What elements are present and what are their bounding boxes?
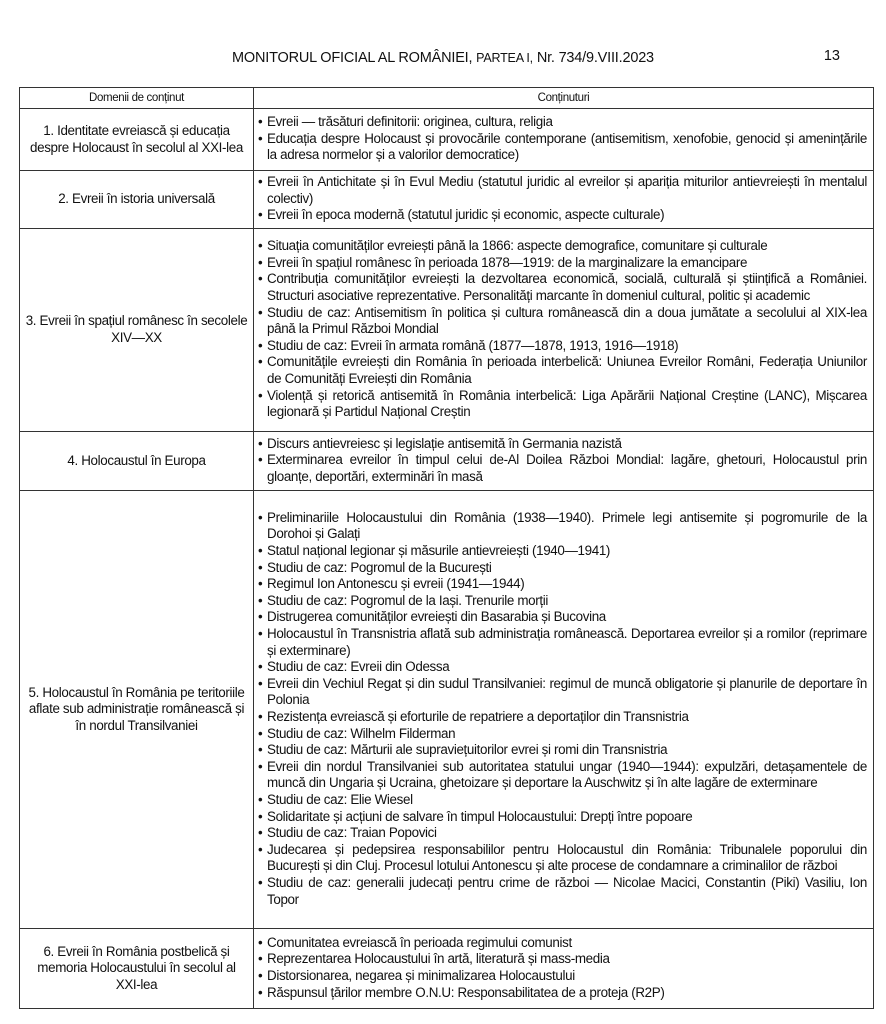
content-domain: 1. Identitate evreiască și educația despre Holocaust în secolul al XXI-lea	[20, 109, 254, 171]
list-item: • Studiu de caz: Pogromul de la București	[258, 560, 867, 577]
content-domain: 5. Holocaustul în România pe teritoriile aflate sub administrație românească și în nordul Transilvaniei	[20, 491, 254, 929]
list-item: • Comunitatea evreiască în perioada regimului comunist	[258, 935, 867, 952]
list-item: • Studiu de caz: generalii judecați pentru crime de război — Nicolae Macici, Constantin (Piki) Vasiliu, Ion Topor	[258, 875, 867, 908]
list-item: • Exterminarea evreilor în timpul celui de-Al Doilea Război Mondial: lagăre, ghetouri, Holocaustul prin gloanțe, deportări, exterminări în masă	[258, 452, 867, 485]
list-item: • Distrugerea comunităților evreiești din Basarabia și Bucovina	[258, 609, 867, 626]
table-row	[20, 432, 874, 491]
page-number: 13	[823, 48, 840, 64]
list-item: • Contribuția comunităților evreiești la dezvoltarea economică, socială, culturală și științifică a României. Structuri asociative reprezentative. Personalități marcante în domeniul cultural, politic și academic	[258, 271, 867, 304]
content-list-cell	[254, 432, 874, 491]
table-row	[20, 229, 874, 432]
publication-issue: Nr. 734/9.VIII.2023	[536, 50, 654, 66]
list-item: • Răspunsul țărilor membre O.N.U: Responsabilitatea de a proteja (R2P)	[258, 985, 867, 1002]
list-item: • Studiu de caz: Evreii în armata română (1877—1878, 1913, 1916—1918)	[258, 338, 867, 355]
publication-part: PARTEA I,	[476, 51, 533, 65]
list-item: • Studiu de caz: Mărturii ale supraviețuitorilor evrei și romi din Transnistria	[258, 742, 867, 759]
list-item: • Preliminariile Holocaustului din România (1938—1940). Primele legi antisemite și pogromurile de la Dorohoi și Galați	[258, 510, 867, 543]
list-item: • Evreii în epoca modernă (statutul juridic și economic, aspecte culturale)	[258, 207, 867, 224]
list-item: • Evreii din Vechiul Regat și din sudul Transilvaniei: regimul de muncă obligatorie și planurile de deportare în Polonia	[258, 676, 867, 709]
content-list	[258, 935, 867, 1001]
list-item: • Studiu de caz: Pogromul de la Iași. Trenurile morții	[258, 593, 867, 610]
list-item: • Discurs antievreiesc și legislație antisemită în Germania nazistă	[258, 436, 867, 453]
content-list-cell	[254, 929, 874, 1009]
list-item: • Educația despre Holocaust și provocările contemporane (antisemitism, xenofobie, genocid și amenințările la adresa normelor și a valorilor democratice)	[258, 131, 867, 164]
page-header	[0, 50, 886, 66]
content-list	[258, 238, 867, 421]
list-item: • Studiu de caz: Elie Wiesel	[258, 792, 867, 809]
list-item: • Studiu de caz: Evreii din Odessa	[258, 659, 867, 676]
content-list	[258, 114, 867, 164]
curriculum-table	[19, 87, 874, 1009]
list-item: • Statul național legionar și măsurile antievreiești (1940—1941)	[258, 543, 867, 560]
column-header-contents: Conținuturi	[254, 88, 874, 109]
column-header-domains: Domenii de conținut	[20, 88, 254, 109]
list-item: • Comunitățile evreiești din România în perioada interbelică: Uniunea Evreilor Români, Federația Uniunilor de Comunități Evreiești din România	[258, 354, 867, 387]
list-item: • Studiu de caz: Wilhelm Filderman	[258, 726, 867, 743]
content-domain: 6. Evreii în România postbelică și memoria Holocaustului în secolul al XXI-lea	[20, 929, 254, 1009]
content-list	[258, 174, 867, 224]
list-item: • Evreii în spațiul românesc în perioada 1878—1919: de la marginalizare la emancipare	[258, 255, 867, 272]
content-list	[258, 436, 867, 486]
table-row	[20, 109, 874, 171]
list-item: • Evreii din nordul Transilvaniei sub autoritatea statului ungar (1940—1944): expulzări, detașamentele de muncă din Ungaria și Ucraina, ghetoizare și deportare la Auschwitz și în alte lagăre de exterminare	[258, 759, 867, 792]
list-item: • Violență și retorică antisemită în România interbelică: Liga Apărării Național Creștine (LANC), Mișcarea legionară și Partidul Național Creștin	[258, 388, 867, 421]
list-item: • Judecarea și pedepsirea responsabililor pentru Holocaustul din România: Tribunalele poporului din București și din Cluj. Procesul lotului Antonescu și alte procese de condamnare a criminalilor de război	[258, 842, 867, 875]
content-domain: 4. Holocaustul în Europa	[20, 432, 254, 491]
list-item: • Evreii — trăsături definitorii: originea, cultura, religia	[258, 114, 867, 131]
list-item: • Situația comunităților evreiești până la 1866: aspecte demografice, comunitare și culturale	[258, 238, 867, 255]
content-list-cell	[254, 229, 874, 432]
table-row	[20, 929, 874, 1009]
content-domain: 3. Evreii în spațiul românesc în secolele XIV—XX	[20, 229, 254, 432]
content-domain: 2. Evreii în istoria universală	[20, 171, 254, 229]
list-item: • Regimul Ion Antonescu și evreii (1941—1944)	[258, 576, 867, 593]
content-list-cell	[254, 491, 874, 929]
table-row	[20, 171, 874, 229]
list-item: • Reprezentarea Holocaustului în artă, literatură și mass-media	[258, 951, 867, 968]
list-item: • Rezistența evreiască și eforturile de repatriere a deportaților din Transnistria	[258, 709, 867, 726]
list-item: • Studiu de caz: Antisemitism în politica și cultura românească din a doua jumătate a secolului al XIX-lea până la Primul Război Mondial	[258, 305, 867, 338]
content-list-cell	[254, 109, 874, 171]
list-item: • Distorsionarea, negarea și minimalizarea Holocaustului	[258, 968, 867, 985]
list-item: • Studiu de caz: Traian Popovici	[258, 825, 867, 842]
list-item: • Evreii în Antichitate și în Evul Mediu (statutul juridic al evreilor și apariția miturilor antievreiești în mentalul colectiv)	[258, 174, 867, 207]
content-list-cell	[254, 171, 874, 229]
list-item: • Holocaustul în Transnistria aflată sub administrația românească. Deportarea evreilor și a romilor (reprimare și exterminare)	[258, 626, 867, 659]
list-item: • Solidaritate și acțiuni de salvare în timpul Holocaustului: Drepți între popoare	[258, 809, 867, 826]
content-list	[258, 510, 867, 908]
table-header-row	[20, 88, 874, 109]
publication-title: MONITORUL OFICIAL AL ROMÂNIEI,	[232, 50, 473, 66]
table-row	[20, 491, 874, 929]
